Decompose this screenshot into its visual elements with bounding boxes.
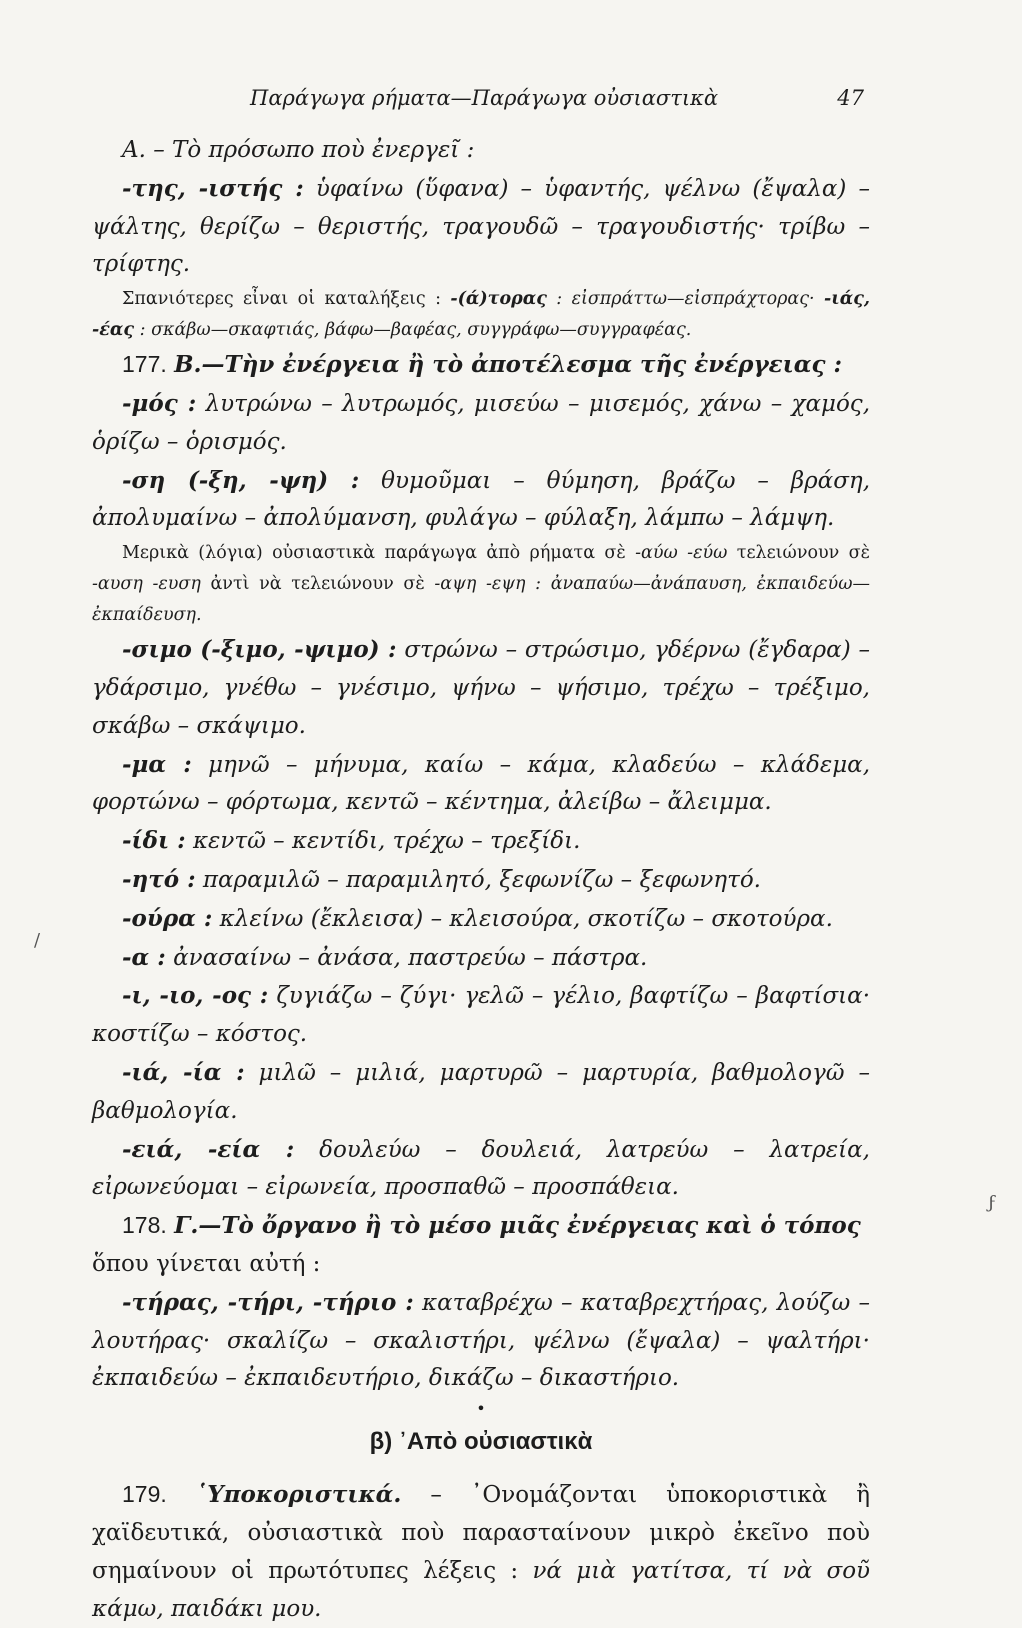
section-178-title-cont-text: ὅπου γίνεται αὐτή : bbox=[92, 1250, 321, 1277]
examples-mos: λυτρώνω – λυτρωμός, μισεύω – μισεμός, χάνω – χαμός, ὁρίζω – ὁρισμός. bbox=[92, 390, 871, 455]
suffix-simo: -σιμο (-ξιμο, -ψιμο) : bbox=[122, 636, 397, 664]
note-177-endings2: -αυση -ευση bbox=[92, 574, 201, 595]
page-body bbox=[92, 132, 870, 1628]
section-a-title bbox=[92, 132, 870, 170]
suffix-ma: -μα : bbox=[122, 750, 192, 778]
note-177-text3: ἀντὶ νὰ τελειώνουν σὲ bbox=[210, 574, 425, 595]
entry-ia bbox=[92, 1054, 870, 1131]
section-a-note bbox=[92, 284, 870, 346]
note-177-endings1: -αύω -εύω bbox=[635, 543, 728, 564]
entry-oura bbox=[92, 900, 870, 939]
examples-oura: κλείνω (ἔκλεισα) – κλεισούρα, σκοτίζω – σκοτούρα. bbox=[219, 905, 833, 932]
suffix-tis: -της, -ιστής : bbox=[122, 174, 304, 202]
entry-si bbox=[92, 462, 870, 539]
section-177-title bbox=[92, 346, 870, 385]
examples-idi: κεντῶ – κεντίδι, τρέχω – τρεξίδι. bbox=[192, 828, 581, 855]
examples-tiras: καταβρέχω – καταβρεχτήρας, λούζω – λουτήρας· σκαλίζω – σκαλιστήρι, ψέλνω (ἔψαλα) – ψαλτήρι· ἐκπαιδεύω – ἐκπαιδευτήριο, δικάζω – δικαστήριο. bbox=[92, 1289, 871, 1392]
suffix-si: -ση (-ξη, -ψη) : bbox=[122, 466, 360, 494]
suffix-tiras: -τήρας, -τήρι, -τήριο : bbox=[122, 1288, 414, 1316]
examples-ma: μηνῶ – μήνυμα, καίω – κάμα, κλαδεύω – κλάδεμα, φορτώνω – φόρτωμα, κεντῶ – κέντημα, ἀλείβω – ἄλειμμα. bbox=[92, 751, 870, 816]
examples-tis: ὑφαίνω (ὕφανα) – ὑφαντής, ψέλνω (ἔψαλα) – ψάλτης, θερίζω – θεριστής, τραγουδῶ – τραγουδιστής· τρίβω – τρίφτης. bbox=[92, 175, 870, 278]
suffix-eia: -ειά, -εία : bbox=[122, 1135, 295, 1163]
section-177-note bbox=[92, 538, 870, 631]
note-177-examples: ἀναπαύω—ἀνάπαυση, ἐκπαιδεύω—ἐκπαίδευση. bbox=[92, 574, 870, 626]
entry-ma bbox=[92, 746, 870, 823]
suffix-i: -ι, -ιο, -ος : bbox=[122, 982, 269, 1010]
section-179-title: ῾Υποκοριστικά. bbox=[195, 1481, 402, 1509]
section-178-title bbox=[92, 1207, 870, 1246]
entry-ito bbox=[92, 861, 870, 900]
examples-ito: παραμιλῶ – παραμιλητό, ξεφωνίζω – ξεφωνητό. bbox=[202, 866, 761, 893]
section-a-title-text: Α. – Τὸ πρόσωπο ποὺ ἐνεργεῖ : bbox=[122, 137, 475, 163]
examples-a: ἀνασαίνω – ἀνάσα, παστρεύω – πάστρα. bbox=[173, 944, 648, 971]
note-177-text: Μερικὰ (λόγια) οὐσιαστικὰ παράγωγα ἀπὸ ρήματα σὲ bbox=[122, 543, 626, 564]
entry-idi bbox=[92, 822, 870, 861]
note-suffix-ias: -ιάς, -έας bbox=[92, 289, 870, 341]
suffix-idi: -ίδι : bbox=[122, 827, 186, 855]
section-178-title-cont bbox=[92, 1246, 870, 1284]
note-177-text2: τελειώνουν σὲ bbox=[736, 543, 870, 564]
section-177-number: 177. bbox=[122, 351, 167, 378]
note-examples-atoras: : εἰσπράττω—εἰσπράχτορας· bbox=[556, 289, 815, 310]
section-178-number: 178. bbox=[122, 1212, 167, 1239]
section-179 bbox=[92, 1476, 870, 1628]
suffix-ito: -ητό : bbox=[122, 865, 196, 893]
page-header bbox=[250, 86, 870, 120]
examples-simo: στρώνω – στρώσιμο, γδέρνω (ἔγδαρα) – γδάρσιμο, γνέθω – γνέσιμο, ψήνω – ψήσιμο, τρέχω – τρέξιμο, σκάβω – σκάψιμο. bbox=[92, 637, 870, 739]
ornament-dot: • bbox=[476, 1399, 486, 1419]
examples-i: ζυγιάζω – ζύγι· γελῶ – γέλιο, βαφτίζω – βαφτίσια· κοστίζω – κόστος. bbox=[92, 983, 871, 1048]
examples-ia: μιλῶ – μιλιά, μαρτυρῶ – μαρτυρία, βαθμολογῶ – βαθμολογία. bbox=[92, 1059, 870, 1124]
section-177-title-text: Β.—Τὴν ἐνέργεια ἢ τὸ ἀποτέλεσμα τῆς ἐνέργειας : bbox=[174, 351, 842, 379]
note-text: Σπανιότερες εἶναι οἱ καταλήξεις : bbox=[122, 289, 441, 310]
margin-mark: / bbox=[34, 930, 41, 951]
note-suffix-atoras: -(ά)τορας bbox=[450, 289, 547, 310]
section-179-text: – ᾿Ονομάζονται ὑποκοριστικὰ ἢ χαϊδευτικά, οὐσιαστικὰ ποὺ παρασταίνουν μικρὸ ἐκεῖνο ποὺ σημαίνουν οἱ πρωτότυπες λέξεις : bbox=[92, 1482, 870, 1584]
note-examples-ias: : σκάβω—σκαφτιάς, βάφω—βαφέας, συγγράφω—συγγραφέας. bbox=[139, 320, 692, 341]
suffix-a: -α : bbox=[122, 943, 166, 971]
entry-i bbox=[92, 977, 870, 1054]
running-title: Παράγωγα ρήματα—Παράγωγα οὐσιαστικὰ bbox=[250, 86, 719, 110]
section-179-number: 179. bbox=[122, 1481, 167, 1508]
entry-tiras bbox=[92, 1284, 870, 1398]
section-a-entry bbox=[92, 170, 870, 284]
suffix-oura: -ούρα : bbox=[122, 904, 213, 932]
entry-eia bbox=[92, 1131, 870, 1208]
entry-mos bbox=[92, 385, 870, 462]
section-178-title-text: Γ.—Τὸ ὄργανο ἢ τὸ μέσο μιᾶς ἐνέργειας καὶ ὁ τόπος bbox=[174, 1212, 861, 1240]
margin-mark: ϝ bbox=[988, 1192, 997, 1213]
note-177-endings3: -αψη -εψη : bbox=[434, 574, 542, 595]
entry-a bbox=[92, 939, 870, 978]
entry-simo bbox=[92, 631, 870, 745]
examples-si: θυμοῦμαι – θύμηση, βράζω – βράση, ἀπολυμαίνω – ἀπολύμανση, φυλάγω – φύλαξη, λάμπω – λάμψη. bbox=[92, 467, 871, 532]
suffix-ia: -ιά, -ία : bbox=[122, 1058, 245, 1086]
examples-eia: δουλεύω – δουλειά, λατρεύω – λατρεία, εἰρωνεύομαι – εἰρωνεία, προσπαθῶ – προσπάθεια. bbox=[92, 1136, 870, 1201]
suffix-mos: -μός : bbox=[122, 389, 197, 417]
section-179-examples: νά μιὰ γατίτσα, τί νὰ σοῦ κάμω, παιδάκι μου. bbox=[92, 1557, 871, 1622]
subheading-b: β) ᾿Απὸ οὐσιαστικὰ bbox=[369, 1428, 593, 1456]
page-number: 47 bbox=[837, 86, 864, 110]
